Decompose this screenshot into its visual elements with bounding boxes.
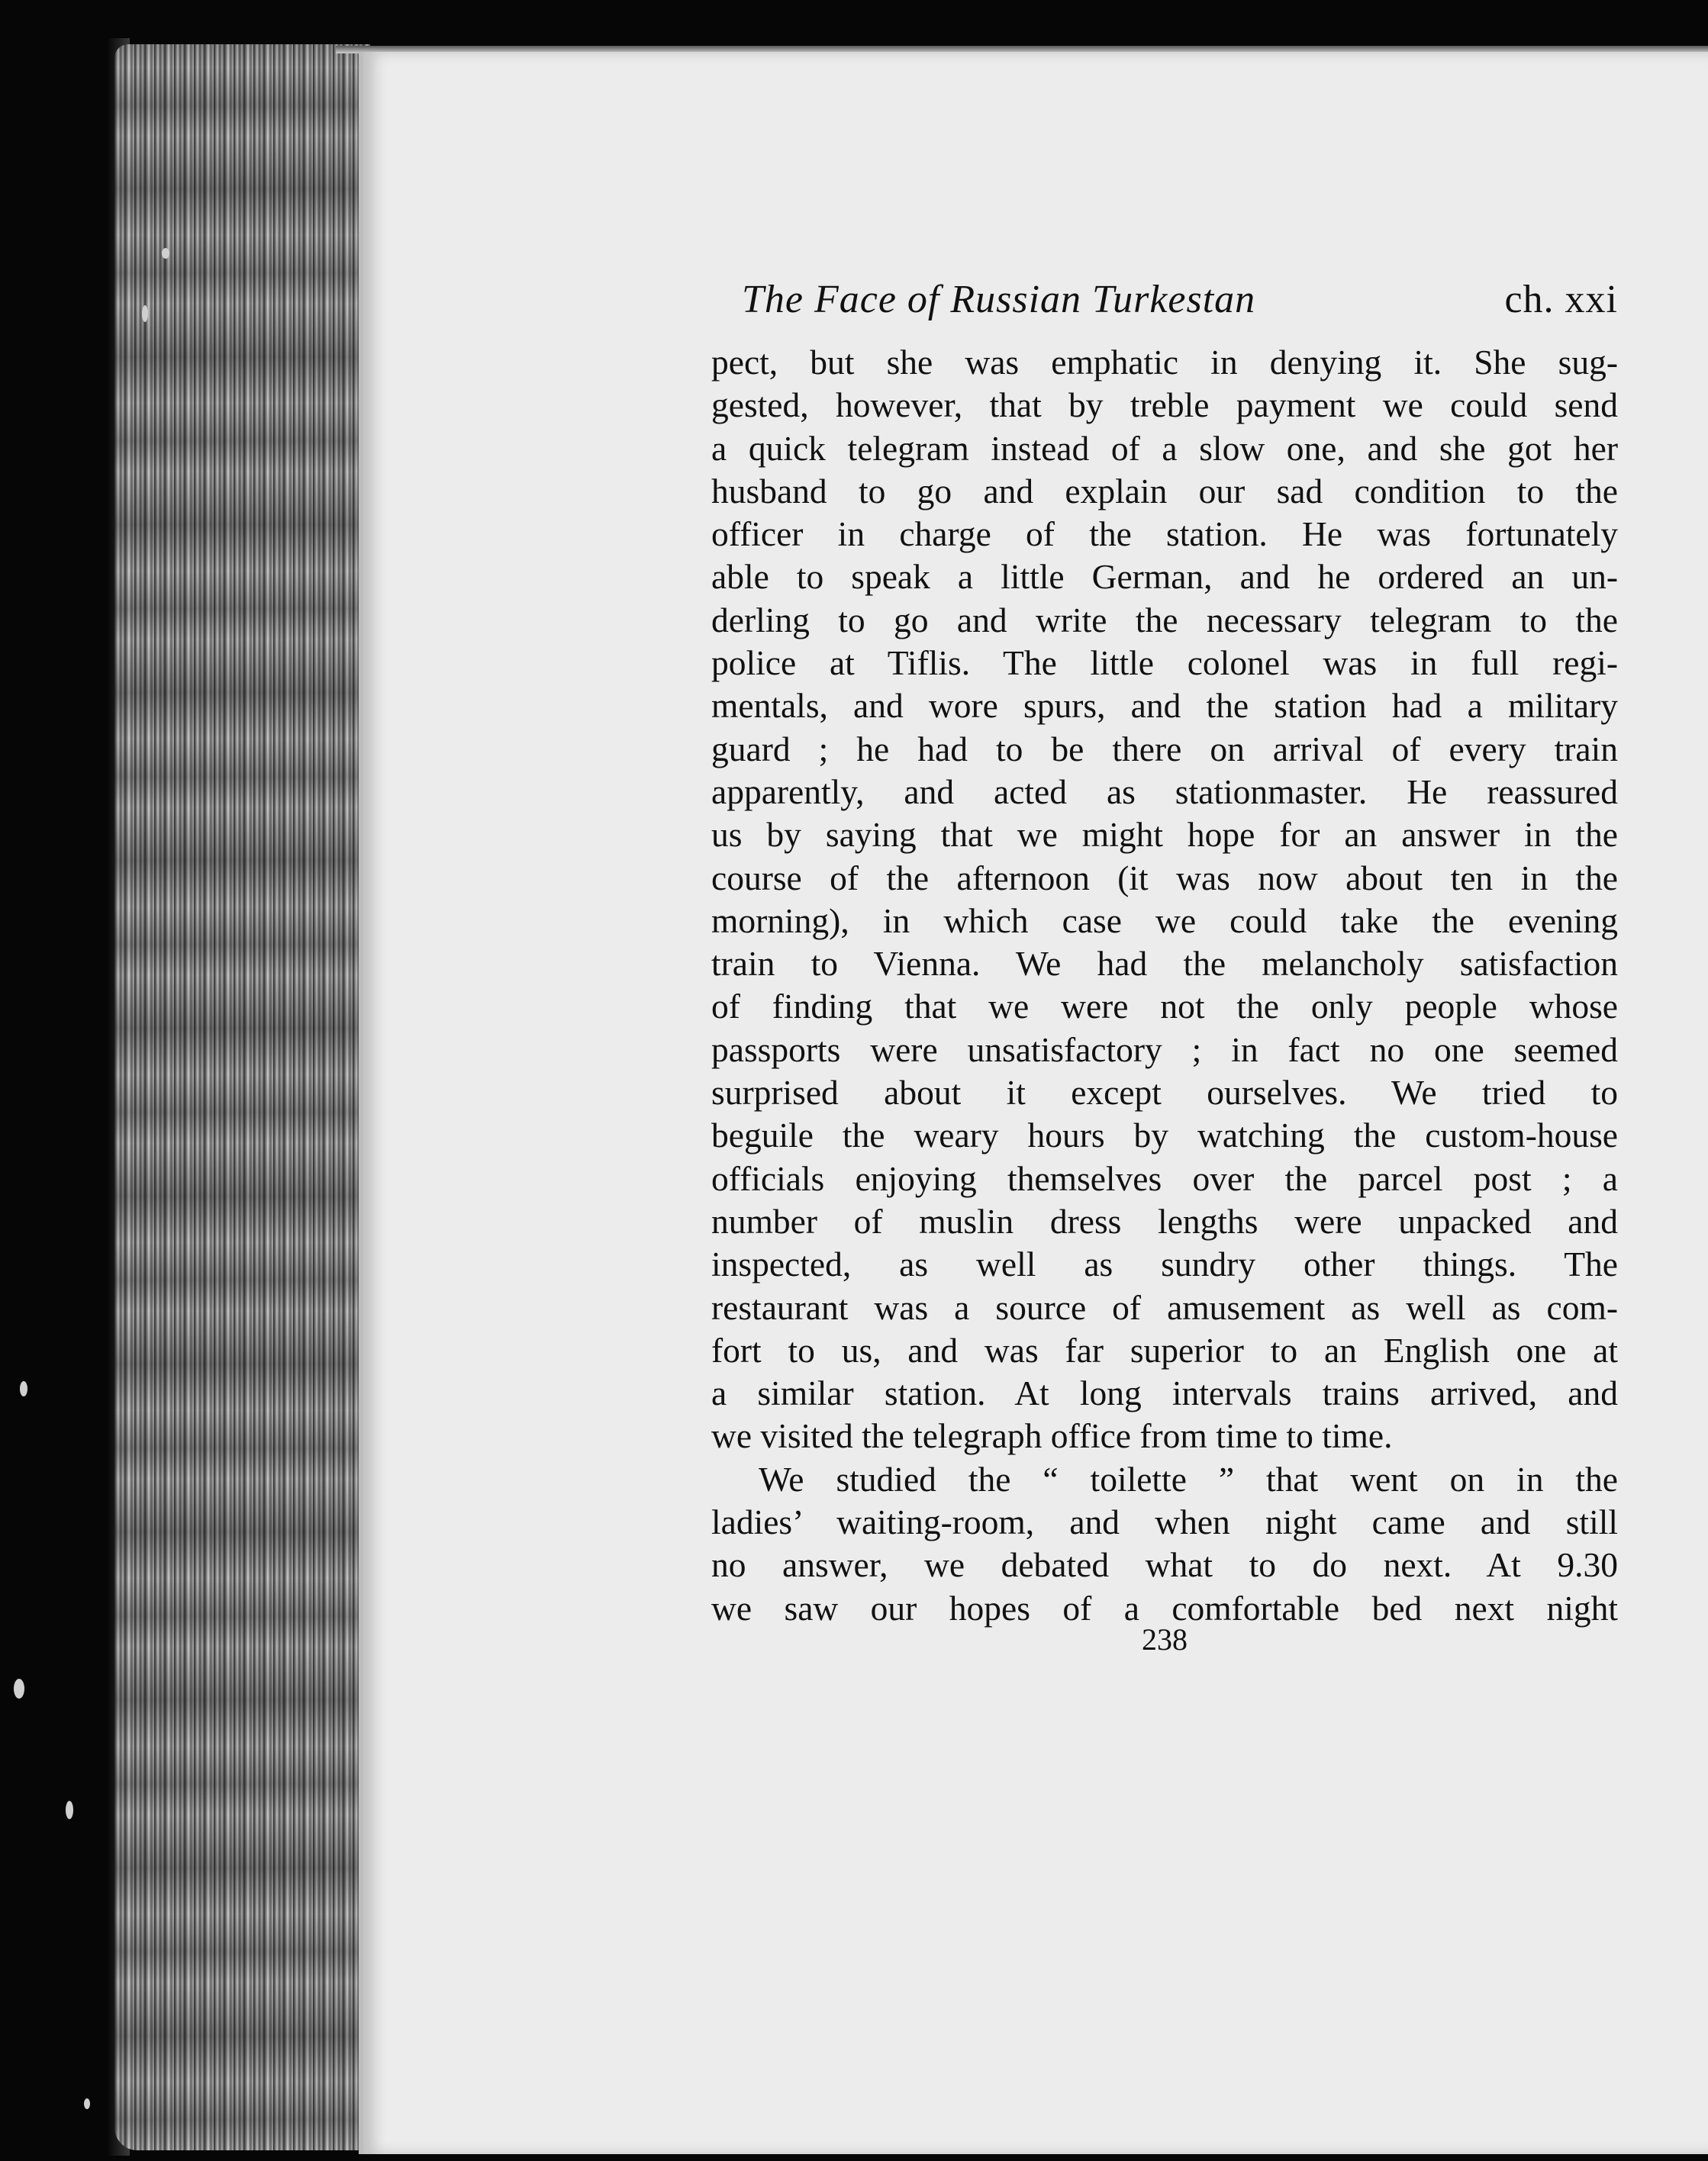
scan-speck	[142, 305, 148, 322]
text-line: morning), in which case we could take the evening	[711, 900, 1618, 940]
text-line: derling to go and write the necessary telegram to the	[711, 600, 1618, 639]
text-line: no answer, we debated what to do next. At 9.30	[711, 1545, 1618, 1585]
text-line: passports were unsatisfactory ; in fact no one seemed	[711, 1029, 1618, 1069]
body-text	[711, 341, 1618, 1630]
scan-speck	[84, 2098, 90, 2109]
text-line: officials enjoying themselves over the parcel post ; a	[711, 1158, 1618, 1198]
text-line: of finding that we were not the only people whose	[711, 987, 1618, 1026]
text-line: gested, however, that by treble payment we could send	[711, 385, 1618, 425]
text-line: we visited the telegraph office from time to time.	[711, 1416, 1393, 1456]
text-line: able to speak a little German, and he ordered an un-	[711, 557, 1618, 597]
text-line: number of muslin dress lengths were unpacked and	[711, 1201, 1618, 1241]
text-line: beguile the weary hours by watching the custom-house	[711, 1116, 1618, 1155]
text-line: inspected, as well as sundry other things. The	[711, 1245, 1618, 1284]
text-line: ladies’ waiting-room, and when night came and still	[711, 1502, 1618, 1542]
text-line: a similar station. At long intervals trains arrived, and	[711, 1374, 1618, 1413]
page-block-edges	[114, 44, 370, 2150]
running-head	[711, 271, 1618, 332]
running-head-title: The Face of Russian Turkestan	[742, 278, 1256, 321]
running-head-chapter: ch. xxi	[1504, 278, 1618, 321]
text-line: apparently, and acted as stationmaster. He reassured	[711, 771, 1618, 811]
scan-speck	[162, 248, 169, 259]
text-line: We studied the “ toilette ” that went on in the	[759, 1459, 1618, 1499]
scan-speck	[66, 1801, 73, 1819]
text-line: guard ; he had to be there on arrival of every train	[711, 729, 1618, 768]
text-line: course of the afternoon (it was now about ten in the	[711, 858, 1618, 897]
text-line: us by saying that we might hope for an answer in the	[711, 815, 1618, 855]
text-line: police at Tiflis. The little colonel was in full regi-	[711, 643, 1618, 683]
page-number: 238	[1142, 1622, 1188, 1657]
text-line: officer in charge of the station. He was fortunately	[711, 514, 1618, 554]
text-line: pect, but she was emphatic in denying it. She sug-	[711, 343, 1618, 382]
text-line: husband to go and explain our sad condition to the	[711, 471, 1618, 510]
text-line: a quick telegram instead of a slow one, and she got her	[711, 428, 1618, 468]
scan-speck	[20, 1381, 27, 1396]
scan-speck	[14, 1679, 24, 1699]
text-line: we saw our hopes of a comfortable bed next night	[711, 1588, 1618, 1628]
text-line: restaurant was a source of amusement as well as com-	[711, 1287, 1618, 1327]
text-line: mentals, and wore spurs, and the station had a military	[711, 686, 1618, 726]
text-line: train to Vienna. We had the melancholy satisfaction	[711, 944, 1618, 984]
text-line: fort to us, and was far superior to an English one at	[711, 1330, 1618, 1370]
text-line: surprised about it except ourselves. We tried to	[711, 1073, 1618, 1113]
